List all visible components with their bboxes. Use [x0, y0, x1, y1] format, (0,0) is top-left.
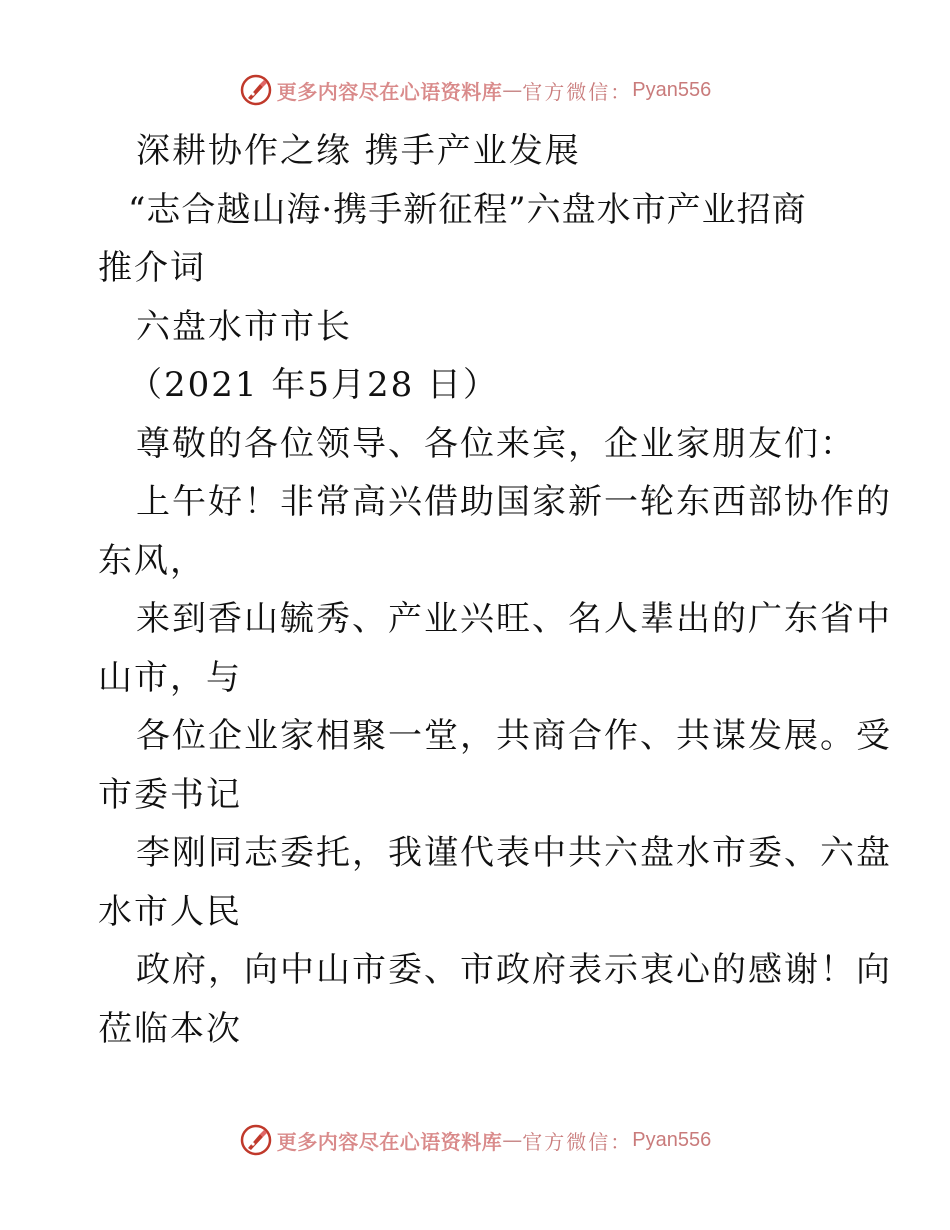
body-line: 李刚同志委托，我谨代表中共六盘水市委、六盘 — [136, 833, 892, 873]
watermark-text: 更多内容尽在心语资料库 — [276, 79, 503, 104]
document-subtitle-cont: 推介词 — [98, 248, 206, 288]
body-line: 水市人民 — [98, 891, 242, 932]
body-line: 山市，与 — [98, 657, 242, 698]
watermark-contact-id: Pyan556 — [632, 1128, 712, 1151]
date-line: （2021 年5月28 日） — [128, 365, 500, 405]
document-subtitle: “志合越山海·携手新征程”六盘水市产业招商 — [128, 189, 807, 230]
body-line: 各位企业家相聚一堂，共商合作、共谋发展。受 — [136, 716, 892, 756]
watermark-separator: — — [502, 78, 523, 102]
header-watermark — [0, 70, 950, 110]
body-line: 东风， — [98, 540, 206, 581]
pen-logo-icon — [239, 1123, 273, 1157]
body-line: 政府，向中山市委、市政府表示衷心的感谢！向 — [136, 950, 892, 990]
pen-logo-icon — [239, 73, 273, 107]
body-line: 上午好！非常高兴借助国家新一轮东西部协作的 — [136, 482, 892, 522]
watermark-contact-label: 官方微信： — [522, 79, 633, 104]
footer-watermark — [0, 1120, 950, 1160]
watermark-contact-id: Pyan556 — [632, 78, 712, 101]
speaker-line: 六盘水市市长 — [136, 306, 352, 347]
body-line: 市委书记 — [98, 774, 242, 815]
document-body — [98, 122, 892, 1058]
watermark-separator: — — [502, 1128, 523, 1152]
watermark-text: 更多内容尽在心语资料库 — [276, 1129, 503, 1154]
salutation-line: 尊敬的各位领导、各位来宾，企业家朋友们： — [136, 423, 856, 464]
body-line: 来到香山毓秀、产业兴旺、名人辈出的广东省中 — [136, 599, 892, 639]
document-title: 深耕协作之缘 携手产业发展 — [136, 131, 581, 171]
body-line: 莅临本次 — [98, 1008, 242, 1049]
watermark-contact-label: 官方微信： — [522, 1129, 633, 1154]
